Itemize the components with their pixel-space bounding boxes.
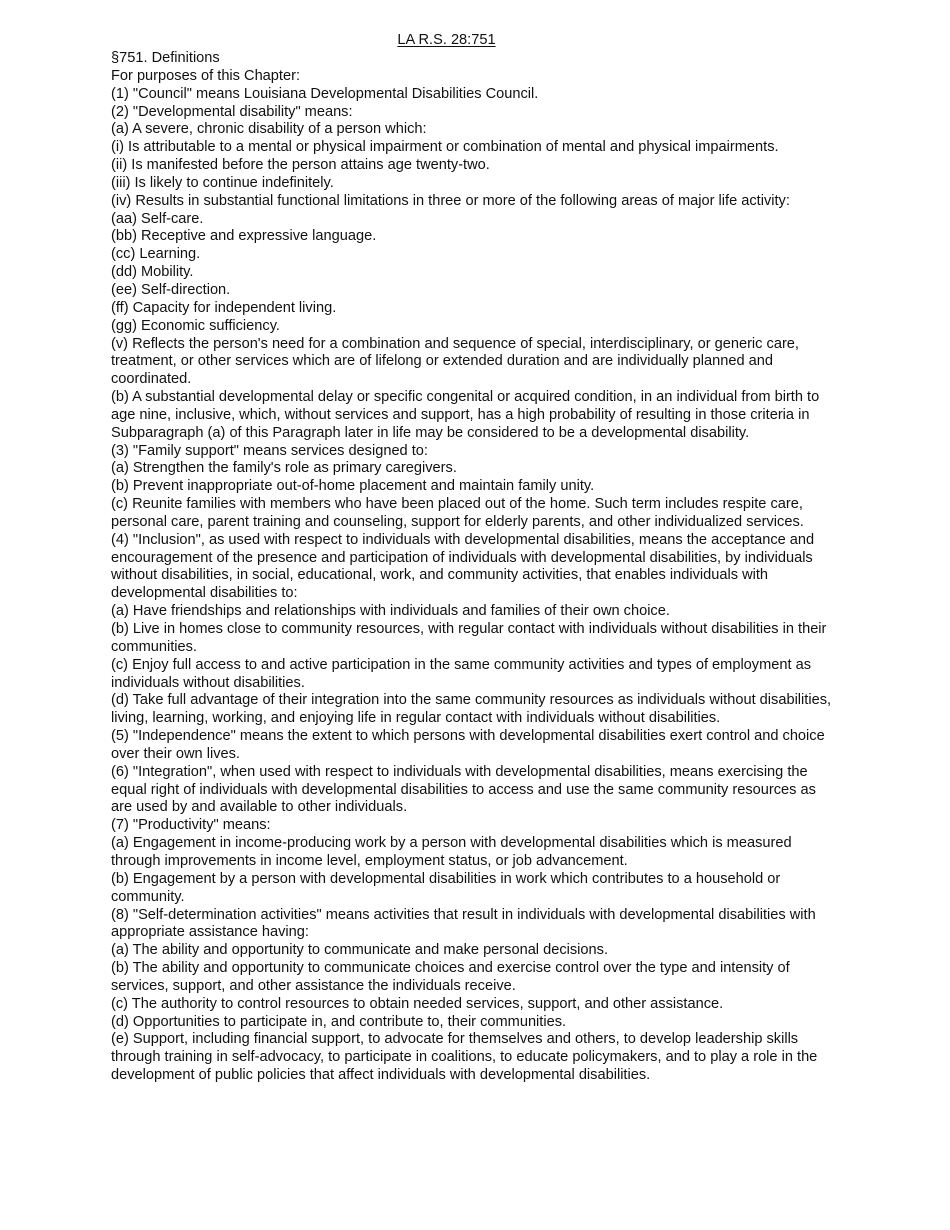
definition-line: (a) Strengthen the family's role as primary caregivers. (111, 460, 457, 477)
definition-line: (ee) Self-direction. (111, 281, 231, 298)
definitions-body (111, 50, 841, 1085)
definition-line: (v) Reflects the person's need for a combination and sequence of special, interdisciplinary, or generic care, treatment, or other services which are of lifelong or extended duration and are individually planned and coordinated. (111, 335, 799, 388)
definition-line: (i) Is attributable to a mental or physical impairment or combination of mental and physical impairments. (111, 139, 779, 156)
definition-line: (4) "Inclusion", as used with respect to individuals with developmental disabilities, means the acceptance and encouragement of the presence and participation of individuals with developmental disabilities, by individuals without disabilities, in social, educational, work, and community activities, that enables individuals with developmental disabilities to: (111, 531, 815, 602)
definition-line: (d) Opportunities to participate in, and contribute to, their communities. (111, 1013, 567, 1030)
definition-line: (a) A severe, chronic disability of a person which: (111, 121, 427, 138)
definition-line: (3) "Family support" means services designed to: (111, 442, 428, 459)
definition-line: (iii) Is likely to continue indefinitely. (111, 174, 334, 191)
definition-line: (a) The ability and opportunity to communicate and make personal decisions. (111, 942, 608, 959)
definition-line: (c) The authority to control resources to obtain needed services, support, and other assistance. (111, 995, 724, 1012)
definition-line: (b) Live in homes close to community resources, with regular contact with individuals without disabilities in their communities. (111, 621, 827, 655)
definition-line: (b) The ability and opportunity to communicate choices and exercise control over the type and intensity of services, support, and other assistance the individuals receive. (111, 960, 790, 994)
definition-line: (ii) Is manifested before the person attains age twenty-two. (111, 157, 490, 174)
definition-line: (a) Have friendships and relationships with individuals and families of their own choice. (111, 603, 670, 620)
definition-line: (e) Support, including financial support, to advocate for themselves and others, to develop leadership skills through training in self-advocacy, to participate in coalitions, to educate policymakers, and to play a role in the development of public policies that affect individuals with developmental disabilities. (111, 1031, 818, 1084)
definition-line: (gg) Economic sufficiency. (111, 317, 280, 334)
definition-line: (1) "Council" means Louisiana Developmental Disabilities Council. (111, 85, 539, 102)
definition-line: For purposes of this Chapter: (111, 67, 300, 84)
definition-line: (dd) Mobility. (111, 264, 194, 281)
definition-line: (6) "Integration", when used with respect to individuals with developmental disabilities, means exercising the equal right of individuals with developmental disabilities to access and use the same community resources as are used by and available to other individuals. (111, 763, 816, 816)
definition-line: (aa) Self-care. (111, 210, 204, 227)
statute-citation: LA R.S. 28:751 (397, 32, 496, 48)
definition-line: (7) "Productivity" means: (111, 817, 271, 834)
definition-line: (ff) Capacity for independent living. (111, 299, 337, 316)
definition-line: (b) A substantial developmental delay or specific congenital or acquired condition, in an individual from birth to age nine, inclusive, which, without services and support, has a high probability of resulting in those criteria in Subparagraph (a) of this Paragraph later in life may be considered to be a developmental disability. (111, 389, 820, 441)
statute-header (0, 32, 893, 50)
section-title: §751. Definitions (111, 50, 220, 66)
definition-line: (b) Prevent inappropriate out-of-home placement and maintain family unity. (111, 478, 595, 495)
definition-line: (c) Reunite families with members who have been placed out of the home. Such term includes respite care, personal care, parent training and counseling, support for elderly parents, and other individualized services. (111, 496, 804, 530)
definition-line: (a) Engagement in income-producing work by a person with developmental disabilities which is measured through improvements in income level, employment status, or job advancement. (111, 835, 792, 869)
definition-line: (bb) Receptive and expressive language. (111, 228, 377, 245)
definition-line: (2) "Developmental disability" means: (111, 103, 353, 120)
definition-line: (c) Enjoy full access to and active participation in the same community activities and types of employment as individuals without disabilities. (111, 656, 812, 691)
definition-line: (iv) Results in substantial functional limitations in three or more of the following areas of major life activity: (111, 192, 790, 209)
definition-line: (8) "Self-determination activities" means activities that result in individuals with developmental disabilities with appropriate assistance having: (111, 906, 816, 941)
definition-line: (d) Take full advantage of their integration into the same community resources as individuals without disabilities, living, learning, working, and enjoying life in regular contact with individuals without disabilities. (111, 692, 832, 727)
definition-line: (cc) Learning. (111, 246, 201, 263)
definition-line: (b) Engagement by a person with developmental disabilities in work which contributes to a household or community. (111, 870, 781, 905)
definition-line: (5) "Independence" means the extent to which persons with developmental disabilities exert control and choice over their own lives. (111, 728, 825, 762)
